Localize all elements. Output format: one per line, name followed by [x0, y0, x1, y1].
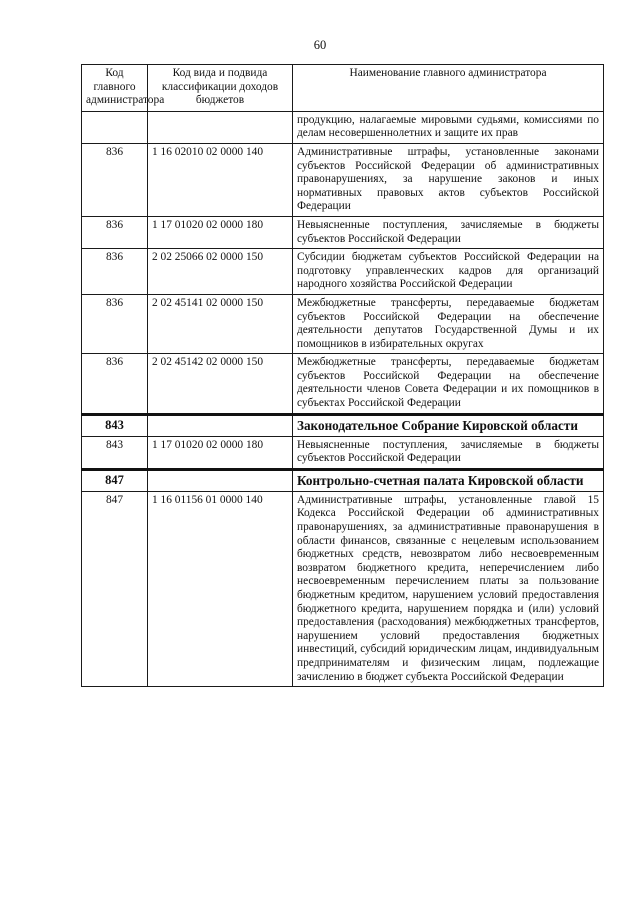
cell-kind-code: 1 17 01020 02 0000 180: [148, 436, 293, 469]
cell-admin-code: 847: [82, 491, 148, 686]
cell-admin-code: 847: [82, 469, 148, 491]
header-admin-code: Код главного администратора: [82, 65, 148, 112]
cell-admin-code: 843: [82, 414, 148, 436]
cell-kind-code: [148, 111, 293, 143]
table-row: [82, 436, 604, 469]
cell-admin-name: Межбюджетные трансферты, передаваемые бюджетам субъектов Российской Федерации на обеспечение деятельности членов Совета Федерации и их помощников в субъектах Российской Федерации: [293, 354, 604, 414]
cell-admin-name: Административные штрафы, установленные законами субъектов Российской Федерации об административных правонарушениях, за нарушение законов и иных нормативных правовых актов субъектов Российской Федерации: [293, 143, 604, 216]
cell-admin-name: Административные штрафы, установленные главой 15 Кодекса Российской Федерации об административных правонарушениях, за административные правонарушения в области финансов, связанные с нецелевым использованием бюджетных средств, невозвратом либо несвоевременным возвратом бюджетного кредита, неперечислением либо несвоевременным перечислением платы за пользование бюджетным кредитом, нарушением условий предоставления бюджетного кредита, нарушением порядка и (или) условий предоставления (расходования) межбюджетных трансфертов, нарушением условий предоставления бюджетных инвестиций, субсидий юридическим лицам, индивидуальным предпринимателям и физическим лицам, подлежащие зачислению в бюджет субъекта Российской Федерации: [293, 491, 604, 686]
cell-admin-name: Субсидии бюджетам субъектов Российской Федерации на подготовку управленческих кадров для организаций народного хозяйства Российской Федерации: [293, 249, 604, 295]
cell-admin-name: Межбюджетные трансферты, передаваемые бюджетам субъектов Российской Федерации на обеспечение деятельности депутатов Государственной Думы и их помощников в избирательных округах: [293, 294, 604, 353]
cell-admin-name: Невыясненные поступления, зачисляемые в бюджеты субъектов Российской Федерации: [293, 436, 604, 469]
table-row: [82, 216, 604, 248]
table-row: [82, 249, 604, 295]
cell-admin-name: Невыясненные поступления, зачисляемые в бюджеты субъектов Российской Федерации: [293, 216, 604, 248]
cell-kind-code: 1 16 01156 01 0000 140: [148, 491, 293, 686]
cell-admin-code: [82, 111, 148, 143]
table-header-row: [82, 65, 604, 112]
cell-kind-code: [148, 469, 293, 491]
table-row: [82, 294, 604, 353]
cell-admin-code: 843: [82, 436, 148, 469]
cell-kind-code: 1 17 01020 02 0000 180: [148, 216, 293, 248]
cell-admin-code: 836: [82, 249, 148, 295]
cell-admin-code: 836: [82, 216, 148, 248]
header-kind-code: Код вида и подвида классификации доходов бюджетов: [148, 65, 293, 112]
header-admin-name: Наименование главного администратора: [293, 65, 604, 112]
cell-admin-code: 836: [82, 294, 148, 353]
cell-kind-code: 1 16 02010 02 0000 140: [148, 143, 293, 216]
table-row: [82, 491, 604, 686]
table-row-admin-heading: [82, 414, 604, 436]
cell-kind-code: [148, 414, 293, 436]
cell-kind-code: 2 02 25066 02 0000 150: [148, 249, 293, 295]
budget-revenue-table: [81, 64, 604, 687]
cell-kind-code: 2 02 45141 02 0000 150: [148, 294, 293, 353]
cell-admin-code: 836: [82, 354, 148, 414]
page-number: 60: [313, 38, 327, 52]
cell-admin-code: 836: [82, 143, 148, 216]
cell-admin-name: продукцию, налагаемые мировыми судьями, комиссиями по делам несовершеннолетних и защите их прав: [293, 111, 604, 143]
table-row-admin-heading: [82, 469, 604, 491]
cell-kind-code: 2 02 45142 02 0000 150: [148, 354, 293, 414]
table-row: [82, 143, 604, 216]
table-row-continuation: [82, 111, 604, 143]
cell-admin-name: Контрольно-счетная палата Кировской области: [293, 469, 604, 491]
cell-admin-name: Законодательное Собрание Кировской области: [293, 414, 604, 436]
table-row: [82, 354, 604, 414]
